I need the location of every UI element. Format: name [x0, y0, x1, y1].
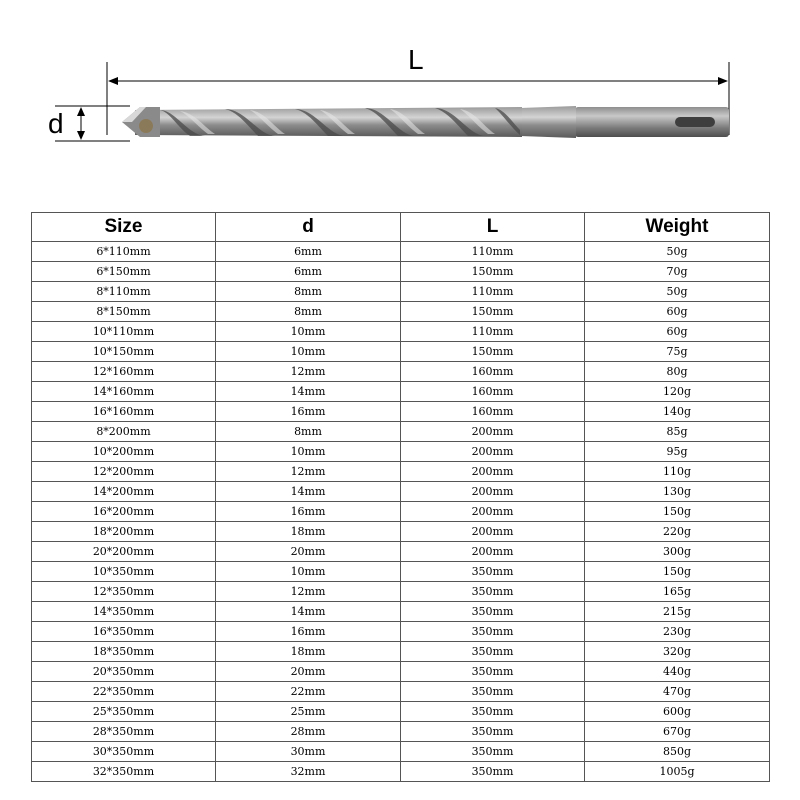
table-row: [32, 742, 770, 762]
drill-bit: [122, 106, 729, 138]
cell-size: 12*350mm: [32, 582, 216, 602]
table-row: [32, 242, 770, 262]
table-row: [32, 482, 770, 502]
cell-weight: 230g: [585, 622, 770, 642]
cell-size: 25*350mm: [32, 702, 216, 722]
table-row: [32, 622, 770, 642]
cell-diameter: 12mm: [216, 582, 401, 602]
header-weight: Weight: [585, 213, 770, 242]
cell-diameter: 6mm: [216, 242, 401, 262]
cell-weight: 150g: [585, 562, 770, 582]
cell-size: 12*160mm: [32, 362, 216, 382]
table-row: [32, 602, 770, 622]
table-row: [32, 562, 770, 582]
cell-size: 10*150mm: [32, 342, 216, 362]
cell-weight: 95g: [585, 442, 770, 462]
table-row: [32, 422, 770, 442]
cell-diameter: 10mm: [216, 562, 401, 582]
cell-weight: 140g: [585, 402, 770, 422]
cell-diameter: 25mm: [216, 702, 401, 722]
table-row: [32, 462, 770, 482]
cell-length: 350mm: [401, 722, 585, 742]
drill-bit-diagram: [0, 0, 800, 200]
cell-weight: 130g: [585, 482, 770, 502]
cell-size: 16*200mm: [32, 502, 216, 522]
cell-size: 18*350mm: [32, 642, 216, 662]
cell-diameter: 10mm: [216, 322, 401, 342]
cell-size: 8*110mm: [32, 282, 216, 302]
cell-length: 160mm: [401, 382, 585, 402]
table-row: [32, 442, 770, 462]
cell-weight: 75g: [585, 342, 770, 362]
cell-weight: 220g: [585, 522, 770, 542]
cell-size: 14*350mm: [32, 602, 216, 622]
cell-diameter: 30mm: [216, 742, 401, 762]
diameter-label: d: [48, 108, 64, 139]
table-row: [32, 262, 770, 282]
table-row: [32, 342, 770, 362]
cell-length: 350mm: [401, 562, 585, 582]
cell-length: 350mm: [401, 642, 585, 662]
cell-size: 16*350mm: [32, 622, 216, 642]
cell-weight: 215g: [585, 602, 770, 622]
cell-size: 6*150mm: [32, 262, 216, 282]
table-row: [32, 542, 770, 562]
cell-size: 14*160mm: [32, 382, 216, 402]
cell-diameter: 18mm: [216, 642, 401, 662]
cell-length: 200mm: [401, 522, 585, 542]
cell-diameter: 14mm: [216, 602, 401, 622]
cell-diameter: 10mm: [216, 342, 401, 362]
cell-weight: 1005g: [585, 762, 770, 782]
cell-size: 8*150mm: [32, 302, 216, 322]
cell-length: 350mm: [401, 662, 585, 682]
table-row: [32, 702, 770, 722]
cell-size: 32*350mm: [32, 762, 216, 782]
cell-size: 22*350mm: [32, 682, 216, 702]
cell-size: 16*160mm: [32, 402, 216, 422]
cell-diameter: 12mm: [216, 362, 401, 382]
cell-size: 12*200mm: [32, 462, 216, 482]
cell-weight: 80g: [585, 362, 770, 382]
cell-diameter: 6mm: [216, 262, 401, 282]
cell-diameter: 16mm: [216, 402, 401, 422]
cell-size: 10*110mm: [32, 322, 216, 342]
table-row: [32, 302, 770, 322]
table-row: [32, 502, 770, 522]
table-body: [32, 242, 770, 782]
table-header-row: [32, 213, 770, 242]
table-row: [32, 382, 770, 402]
cell-diameter: 32mm: [216, 762, 401, 782]
cell-length: 160mm: [401, 402, 585, 422]
cell-weight: 60g: [585, 302, 770, 322]
cell-diameter: 12mm: [216, 462, 401, 482]
cell-length: 350mm: [401, 702, 585, 722]
cell-weight: 600g: [585, 702, 770, 722]
cell-diameter: 16mm: [216, 502, 401, 522]
cell-weight: 50g: [585, 282, 770, 302]
cell-diameter: 14mm: [216, 382, 401, 402]
cell-length: 350mm: [401, 582, 585, 602]
cell-size: 20*350mm: [32, 662, 216, 682]
cell-weight: 300g: [585, 542, 770, 562]
table-row: [32, 642, 770, 662]
cell-weight: 50g: [585, 242, 770, 262]
cell-weight: 850g: [585, 742, 770, 762]
cell-length: 110mm: [401, 322, 585, 342]
cell-diameter: 22mm: [216, 682, 401, 702]
cell-diameter: 8mm: [216, 282, 401, 302]
cell-size: 6*110mm: [32, 242, 216, 262]
cell-weight: 120g: [585, 382, 770, 402]
table-row: [32, 362, 770, 382]
cell-diameter: 14mm: [216, 482, 401, 502]
specification-table: [31, 212, 770, 782]
cell-length: 150mm: [401, 342, 585, 362]
cell-length: 350mm: [401, 742, 585, 762]
cell-weight: 320g: [585, 642, 770, 662]
cell-diameter: 20mm: [216, 662, 401, 682]
cell-length: 350mm: [401, 682, 585, 702]
cell-size: 18*200mm: [32, 522, 216, 542]
header-diameter: d: [216, 213, 401, 242]
table-row: [32, 322, 770, 342]
cell-length: 350mm: [401, 622, 585, 642]
cell-size: 10*350mm: [32, 562, 216, 582]
cell-size: 10*200mm: [32, 442, 216, 462]
table-row: [32, 522, 770, 542]
cell-length: 350mm: [401, 602, 585, 622]
cell-diameter: 20mm: [216, 542, 401, 562]
cell-size: 30*350mm: [32, 742, 216, 762]
header-size: Size: [32, 213, 216, 242]
cell-length: 150mm: [401, 302, 585, 322]
cell-size: 20*200mm: [32, 542, 216, 562]
cell-diameter: 8mm: [216, 302, 401, 322]
table-row: [32, 582, 770, 602]
cell-weight: 70g: [585, 262, 770, 282]
drill-bit-illustration: [0, 0, 800, 200]
table-row: [32, 762, 770, 782]
cell-weight: 110g: [585, 462, 770, 482]
header-length: L: [401, 213, 585, 242]
cell-weight: 165g: [585, 582, 770, 602]
table-row: [32, 722, 770, 742]
cell-diameter: 10mm: [216, 442, 401, 462]
cell-weight: 670g: [585, 722, 770, 742]
cell-length: 200mm: [401, 482, 585, 502]
length-label: L: [408, 44, 424, 75]
cell-size: 28*350mm: [32, 722, 216, 742]
cell-weight: 470g: [585, 682, 770, 702]
cell-diameter: 18mm: [216, 522, 401, 542]
cell-length: 160mm: [401, 362, 585, 382]
table-row: [32, 402, 770, 422]
cell-weight: 85g: [585, 422, 770, 442]
table-row: [32, 682, 770, 702]
cell-weight: 150g: [585, 502, 770, 522]
table-row: [32, 282, 770, 302]
cell-length: 110mm: [401, 282, 585, 302]
cell-weight: 440g: [585, 662, 770, 682]
table-row: [32, 662, 770, 682]
cell-weight: 60g: [585, 322, 770, 342]
cell-diameter: 16mm: [216, 622, 401, 642]
cell-length: 200mm: [401, 442, 585, 462]
cell-size: 8*200mm: [32, 422, 216, 442]
cell-length: 200mm: [401, 502, 585, 522]
cell-length: 200mm: [401, 462, 585, 482]
cell-length: 350mm: [401, 762, 585, 782]
cell-length: 200mm: [401, 542, 585, 562]
cell-length: 200mm: [401, 422, 585, 442]
cell-size: 14*200mm: [32, 482, 216, 502]
cell-length: 110mm: [401, 242, 585, 262]
cell-length: 150mm: [401, 262, 585, 282]
cell-diameter: 28mm: [216, 722, 401, 742]
diameter-dimension: [55, 106, 130, 141]
cell-diameter: 8mm: [216, 422, 401, 442]
